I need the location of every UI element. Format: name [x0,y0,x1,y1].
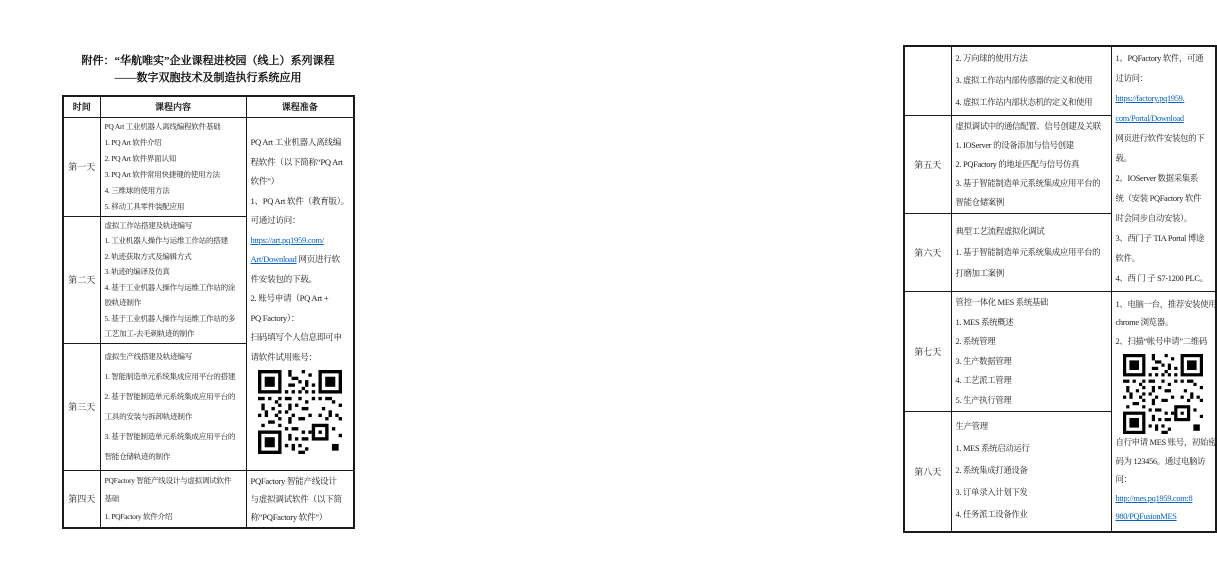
text-segment: 2. PQFactory 的地址匹配与信号仿真 [955,160,1080,169]
text-segment: 网页进行软件安装包的下 [1115,134,1205,143]
text-segment: 程软件（以下简称“PQ Art [250,156,343,167]
text-segment: 1. PQ Art 软件介绍 [104,137,162,147]
text-segment: 4. 基于工业机器人操作与运维工作站的涂 [104,282,236,292]
content-lines [105,472,242,526]
text-segment: 工艺加工-去毛刺轨迹的制作 [104,329,195,338]
text-segment: 时会同步自动安装）。 [1115,214,1193,223]
text-segment: 称“PQFactory 软件”） [250,511,328,522]
table-row-day-7 [904,292,1216,412]
course-content-day-4-continued [951,46,1111,116]
course-schedule-table-page-2 [903,45,1217,533]
text-segment: 打磨加工案例 [955,269,1004,278]
hyperlink[interactable]: http://mes.pq1959.com:8 [1115,493,1193,503]
text-segment: 3. 基于智能制造单元系统集成应用平台的 [955,179,1101,188]
title-line-2: ——数字双胞技术及制造执行系统应用 [114,72,302,84]
day-label-day-4: 第四天 [63,470,100,528]
text-segment: 2. 轨迹获取方式及编辑方式 [104,251,192,261]
day-label-day-7: 第七天 [904,292,951,412]
text-segment: 3. 订单录入计划下发 [955,488,1028,498]
text-segment: 1、电脑一台，推荐安装使用 [1115,299,1217,309]
day-label-day-5: 第五天 [904,116,951,214]
course-content-day-6 [951,214,1111,292]
text-segment: 软件。 [1115,254,1140,263]
day-label-day-1: 第一天 [63,117,100,216]
text-segment: 网页进行软 [296,254,340,264]
text-segment: 码为 123456。通过电脑访 [1115,456,1206,466]
page-2 [420,0,1217,563]
prep-lines-after-qr [1115,434,1217,527]
text-segment: 生产管理 [955,422,988,432]
course-content-day-8 [951,412,1111,532]
text-segment: 2. PQ Art 软件界面认知 [104,153,177,163]
day-label-day-2: 第二天 [63,216,100,343]
text-segment: 1. 智能制造单元系统集成应用平台的搭建 [104,371,236,381]
text-segment: 1. 工业机器人操作与运维工作站的搭建 [104,236,228,245]
text-segment: 2. 系统管理 [955,337,996,346]
text-segment: 3. 基于智能制造单元系统集成应用平台的 [104,431,236,441]
text-segment: 2. 基于智能制造单元系统集成应用平台的 [104,391,236,401]
text-segment: 4、西 门 子 S7-1200 PLC。 [1115,274,1208,283]
text-segment: 1、PQ Art 软件（教育版）。 [250,195,350,206]
text-segment: 件安装包的下载。 [250,273,317,284]
prep-lines [1116,49,1212,289]
course-content-day-2 [100,216,246,343]
course-prep-days-4-6 [1111,46,1216,292]
course-prep-day-4 [246,470,354,528]
text-segment: 虚拟工作站搭建及轨迹编写 [104,220,193,230]
text-segment: 2. 系统集成打通设备 [955,466,1028,476]
course-prep-days-1-3 [246,117,354,470]
text-segment: 扫码填写个人信息即可申 [250,332,342,342]
title-line-1: 附件：“华航唯实”企业课程进校园（线上）系列课程 [81,55,335,67]
qr-code-mes-account-request [1123,354,1203,434]
text-segment: 4. 三维球的使用方法 [104,185,170,195]
day-label-day-3: 第三天 [63,343,100,470]
text-segment: 与虚拟调试软件（以下简 [250,493,342,504]
document-title [62,53,354,87]
text-segment: 5. 生产执行管理 [955,395,1012,405]
content-lines [956,416,1107,526]
prep-lines-before-qr [1115,296,1217,352]
hyperlink[interactable]: com/Portal/Download [1115,114,1184,123]
table-row-day-4 [63,470,354,528]
text-segment: 5. 基于工业机器人操作与运维工作站的多 [104,313,236,323]
text-segment: 3. 轨迹的编译及仿真 [104,267,170,276]
content-lines [956,48,1107,114]
text-segment: 2. 万向球的使用方法 [955,54,1028,63]
text-segment: 请软件试用账号： [250,351,317,362]
text-segment: 4. 工艺派工管理 [955,376,1012,385]
text-segment: 2、IOServer 数据采集系 [1115,174,1198,183]
header-cell-time: 时间 [63,96,100,117]
course-content-day-7 [951,292,1111,412]
text-segment: 3、西门子 TIA Portal 博途 [1115,234,1205,243]
content-lines [105,347,242,467]
hyperlink[interactable]: https://factory.pq1959. [1115,94,1185,103]
text-segment: 1、PQFactory 软件，可通 [1115,54,1204,63]
text-segment: 4. 虚拟工作站内部状态机的定义和使用 [955,98,1093,107]
hyperlink[interactable]: Art/Download [250,254,297,264]
course-schedule-table-page-1 [62,95,355,529]
text-segment: 管控一体化 MES 系统基础 [955,298,1049,307]
text-segment: 问： [1115,475,1132,485]
course-prep-days-7-8 [1111,292,1216,532]
table-row-day-4-continued [904,46,1216,116]
day-label-day-6: 第六天 [904,214,951,292]
text-segment: 载。 [1115,154,1132,163]
text-segment: PQ Art 工业机器人离线编 [250,137,342,147]
course-content-day-3 [100,343,246,470]
content-lines [956,293,1107,410]
text-segment: chrome 浏览器。 [1115,318,1173,328]
text-segment: 4. 任务派工设备作业 [955,510,1028,520]
text-segment: 基础 [104,493,120,503]
text-segment: 5. 移动工具零件装配应用 [104,201,185,211]
text-segment: 1. IOServer 的设备添加与信号创建 [955,141,1074,150]
table-row-day-1 [63,117,354,216]
prep-lines [251,472,350,526]
text-segment: 2. 账号申请（PQ Art + [250,293,329,303]
text-segment: 3. 生产数据管理 [955,356,1012,366]
header-row [63,96,354,117]
text-segment: 统（安装 PQFactory 软件 [1115,194,1202,203]
text-segment: 自行申请 MES 账号，初始密 [1115,438,1217,448]
text-segment: 1. 基于智能制造单元系统集成应用平台的 [955,248,1101,257]
text-segment: 软件”） [250,176,279,186]
text-segment: 1. MES 系统启动运行 [955,444,1030,454]
text-segment: 虚拟调试中的通信配置、信号创建及关联 [955,122,1101,131]
text-segment: 智能仓储轨迹的制作 [104,451,171,461]
text-segment: 3. 虚拟工作站内部传感器的定义和使用 [955,76,1093,85]
content-lines [105,119,242,215]
text-segment: PQFactory 智能产线设计 [250,475,337,486]
text-segment: 1. MES 系统概述 [955,317,1014,327]
text-segment: PQ Art 工业机器人离线编程软件基础 [104,121,221,131]
text-segment: 过访问： [1115,74,1148,83]
text-segment: PQFactory 智能产线设计与虚拟调试软件 [104,475,232,485]
text-segment: 2、扫描“帐号申请”二维码 [1115,336,1207,346]
header-cell-course-content: 课程内容 [100,96,246,117]
text-segment: 3. PQ Art 软件常用快捷键的使用方法 [104,169,220,179]
text-segment: 虚拟生产线搭建及轨迹编写 [104,351,193,361]
text-segment: 可通过访问： [250,215,301,225]
day-label-day-8: 第八天 [904,412,951,532]
text-segment: 工具的安装与拆卸轨迹制作 [104,411,193,421]
content-lines [105,218,242,342]
hyperlink[interactable]: 980/PQFusionMES [1115,512,1177,522]
content-lines [956,221,1107,284]
course-content-day-5 [951,116,1111,214]
text-segment: 典型工艺流程虚拟化调试 [955,227,1045,236]
day-label-empty [904,46,951,116]
header-cell-course-preparation: 课程准备 [246,96,354,117]
text-segment: 胶轨迹制作 [104,298,141,307]
prep-lines [251,133,350,367]
hyperlink[interactable]: https://art.pq1959.com/ [250,234,324,245]
course-content-day-1 [100,117,246,216]
course-content-day-4 [100,470,246,528]
text-segment: PQ Factory）： [250,312,300,323]
content-lines [956,117,1107,212]
qr-code-software-trial-account [258,370,342,454]
text-segment: 1. PQFactory 软件介绍 [104,511,173,521]
page-1 [0,0,420,563]
text-segment: 智能仓储案例 [955,198,1004,207]
